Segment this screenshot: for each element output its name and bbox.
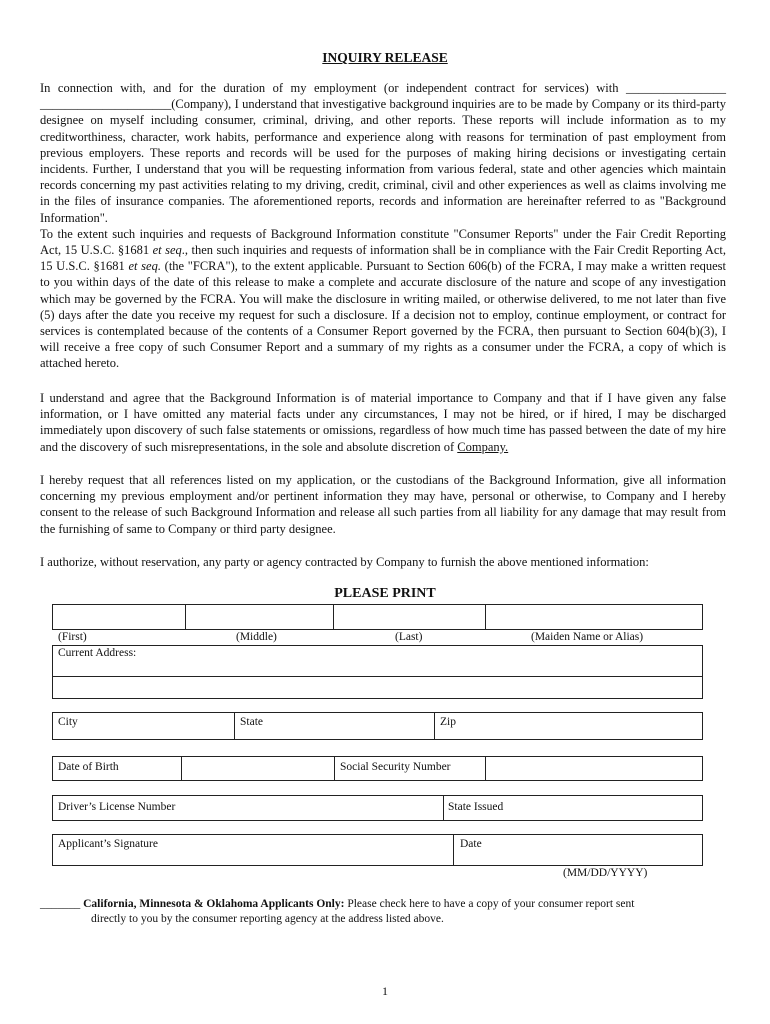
paragraph-consent-part-a: In connection with, and for the duration of my employment (or independent contract for services) with ________________ _____________________(Company), I understand that investigative background inquiries are to be made by Company or its third-party designee on myself including consumer, criminal, driving, and other reports. These reports will include information as to my creditworthiness, character, work habits, performance and experience along with reasons for termination of past employment from previous employers. These reports and records will be used for the purposes of making hiring decisions or investigating certain incidents. Further, I understand that you will be requesting information from various federal, state and other agencies which maintain records concerning my past activities relating to my driving, credit, criminal, civil and other experiences as well as claims involving me in the files of insurance companies. The aforementioned reports, records and information are hereinafter referred to as "Background Information". — [40, 81, 726, 225]
paragraph-material-text: I understand and agree that the Background Information is of material importance to Company and that if I have given any false information, or I have omitted any material facts under any circumstances, I may not be hired, or if hired, I may be discharged immediately upon discovery of such false statements or omissions, regardless of how much time has passed between the date of my hire and the discovery of such misrepresentations, in the sole and absolute discretion of — [40, 391, 726, 454]
ssn-label: Social Security Number — [340, 761, 451, 773]
paragraph-references: I hereby request that all references listed on my application, or the custodians of the Background Information, give all information concerning my previous employment and/or pertinent information they may have, personal or otherwise, to Company and I hereby consent to the release of such Background Information and release all such parties from all liability for any damage that may result from the furnishing of same to Company or third party designee. — [40, 473, 726, 536]
zip-label: Zip — [440, 716, 456, 728]
first-name-field[interactable] — [53, 605, 183, 629]
company-underlined: Company. — [457, 439, 509, 454]
zip-field[interactable] — [435, 713, 702, 739]
dob-label: Date of Birth — [58, 761, 119, 773]
date-format-hint: (MM/DD/YYYY) — [563, 867, 648, 879]
state-field[interactable] — [235, 713, 433, 739]
city-field[interactable] — [53, 713, 232, 739]
et-seq-italic-1: et seq — [152, 243, 182, 258]
et-seq-italic-2: et seq. — [128, 259, 161, 274]
dob-field[interactable] — [182, 757, 333, 780]
date-field[interactable] — [454, 835, 702, 865]
note-checkbox-blank[interactable]: _______ — [40, 898, 81, 910]
paragraph-fcra-text-3: (the "FCRA"), to the extent applicable. Pursuant to Section 606(b) of the FCRA, I may make a written request to you within days of the date of this release to make a complete and accurate disclosure of the nature and scope of any investigation which may be governed by the FCRA. You will make the disclosure in writing mailed, or otherwise delivered, to me not later than five (5) days after the date you receive my request for such a disclosure. If a decision not to employ, continue employment, or contract for services is contemplated because of the contents of a Consumer Report governed by the FCRA, then pursuant to Section 604(b)(3), I will receive a free copy of such Consumer Report and a summary of my rights as a consumer under the FCRA, a copy of which is attached hereto. — [40, 259, 727, 371]
city-label: City — [58, 716, 78, 728]
ssn-field[interactable] — [486, 757, 702, 780]
state-label: State — [240, 716, 263, 728]
paragraph-fcra-text-2: ., then such inquiries and requests of information shall be in compliance with the Fair Credit Reporting Act, 15 U.S.C. §1681 — [40, 243, 726, 274]
note-text-2: directly to you by the consumer reporting agency at the address listed above. — [91, 913, 444, 925]
current-address-field[interactable] — [52, 645, 703, 699]
maiden-label: (Maiden Name or Alias) — [531, 631, 644, 643]
maiden-name-field[interactable] — [485, 605, 702, 629]
paragraph-authorize: I authorize, without reservation, any party or agency contracted by Company to furnish the above mentioned information: — [40, 555, 649, 569]
first-label: (First) — [58, 631, 87, 643]
paragraph-material-importance — [40, 390, 726, 455]
document-title: INQUIRY RELEASE — [322, 50, 448, 65]
current-address-label: Current Address: — [58, 647, 137, 659]
date-label: Date — [460, 838, 482, 850]
paragraph-consent — [40, 80, 726, 372]
note-bold-label: California, Minnesota & Oklahoma Applicants Only: — [83, 898, 345, 910]
page-number: 1 — [382, 984, 388, 998]
california-note — [40, 897, 730, 927]
last-label: (Last) — [395, 631, 423, 643]
state-issued-label: State Issued — [448, 801, 504, 813]
paragraph-fcra-text-1: To the extent such inquiries and requests of Background Information constitute "Consumer Reports" under the Fair Credit Reporting Act, 15 U.S.C. §1681 — [40, 226, 726, 258]
license-label: Driver’s License Number — [58, 801, 176, 813]
note-text-1: Please check here to have a copy of your consumer report sent — [344, 898, 635, 910]
last-name-field[interactable] — [333, 605, 483, 629]
signature-label: Applicant’s Signature — [58, 838, 158, 850]
please-print-heading: PLEASE PRINT — [334, 586, 436, 601]
middle-name-field[interactable] — [185, 605, 331, 629]
middle-label: (Middle) — [236, 631, 277, 643]
